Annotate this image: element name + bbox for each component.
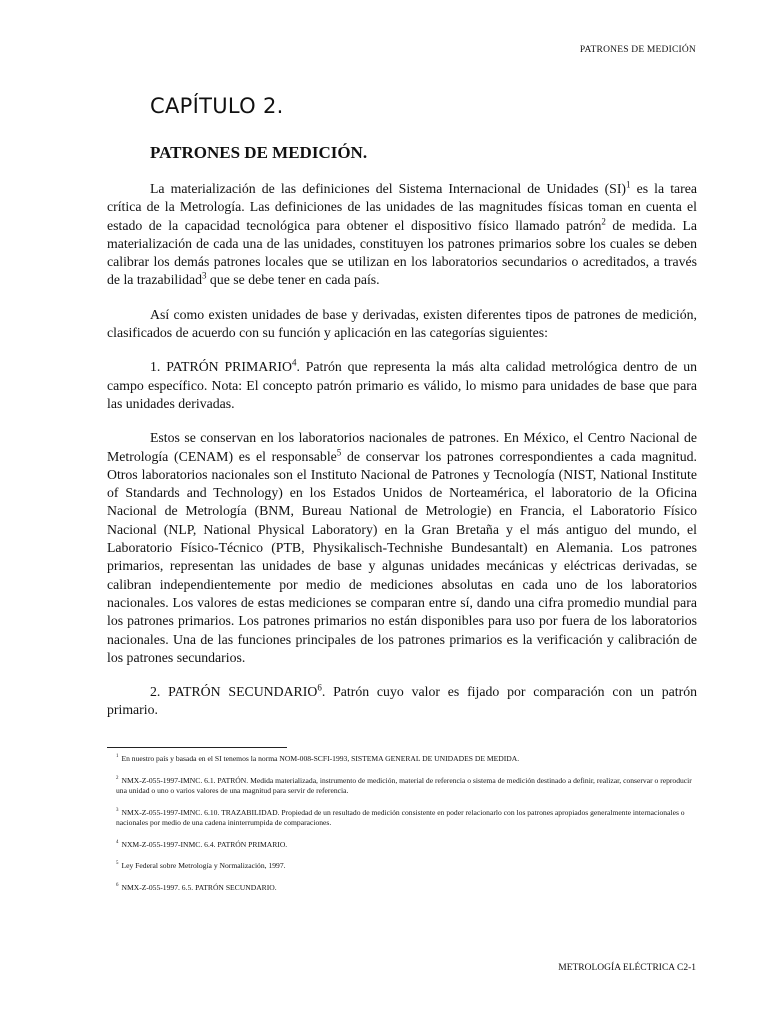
running-footer: METROLOGÍA ELÉCTRICA C2-1 — [558, 963, 696, 973]
paragraph-text: de medida. La materialización de cada una de las unidades, constituyen los patrones primarios sobre los cuales se deben calibrar los demás patrones locales que se utilizan en los laboratorios secundarios o acreditados, a través de la trazabilidad — [107, 217, 697, 288]
footnote-separator — [107, 747, 287, 748]
footnote-ref-3: 3 — [202, 270, 207, 281]
footnote-5 — [107, 861, 697, 872]
paragraph-text: 2. PATRÓN SECUNDARIO — [150, 684, 318, 700]
footnote-ref-4: 4 — [291, 357, 297, 368]
paragraph-text: . Patrón que representa la más alta calidad metrológica dentro de un campo específico. Nota: El concepto patrón primario es válido, lo mismo para unidades de base que para las unidades derivadas. — [107, 359, 697, 411]
footnote-4 — [107, 840, 697, 851]
paragraph-text: que se debe tener en cada país. — [206, 272, 380, 288]
footnote-number: 3 — [116, 807, 119, 813]
footnote-number: 1 — [116, 754, 119, 760]
footnote-number: 4 — [116, 839, 119, 845]
footnote-ref-6: 6 — [317, 682, 322, 693]
running-header: PATRONES DE MEDICIÓN — [579, 45, 696, 55]
paragraph-text: de conservar los patrones correspondientes a cada magnitud. Otros laboratorios nacionales son el Instituto Nacional de Patrones y Tecnología (NIST, National Institute of Standards and Technology) en los Estados Unidos de Norteamérica, el laboratorio de la Oficina Nacional de Metrología (BNM, Bureau National de Metrologie) en Francia, el Laboratorio Físico Nacional (NLP, National Physical Laboratory) en la Gran Bretaña y el más antiguo del mundo, el Laboratorio Físico-Técnico (PTB, Physikalisch-Technishe Bundesantalt) en Alemania. Los patrones primarios, representan las unidades de base y algunas unidades mecánicas y eléctricas derivadas, se calibran independientemente por medio de mediciones absolutas en cada uno de los laboratorios nacionales. Los valores de estas mediciones se comparan entre sí, dando una cifra promedio mundial para los patrones primarios. Los patrones primarios no están disponibles para uso por fuera de los laboratorios nacionales. Una de las funciones principales de los patrones primarios es la verificación y calibración de los patrones secundarios. — [107, 448, 697, 665]
paragraph-text: Estos se conservan en los laboratorios nacionales de patrones. En México, el Centro Nacional de Metrología (CENAM) es el responsable — [107, 430, 697, 464]
footnote-ref-1: 1 — [626, 179, 631, 190]
footnote-ref-2: 2 — [601, 216, 606, 226]
footnote-text: En nuestro país y basada en el SI tenemos la norma NOM-008-SCFI-1993, SISTEMA GENERAL DE UNIDADES DE MEDIDA. — [121, 754, 520, 763]
chapter-label: CAPÍTULO 2. — [150, 94, 284, 118]
footnote-2 — [107, 776, 697, 797]
paragraph-text: 1. PATRÓN PRIMARIO — [150, 359, 292, 375]
paragraph-3 — [107, 358, 697, 413]
footnote-text: Ley Federal sobre Metrología y Normalización, 1997. — [121, 861, 286, 870]
footnotes — [107, 754, 697, 904]
footnote-number: 2 — [116, 775, 119, 781]
paragraph-1 — [107, 180, 697, 290]
footnote-6 — [107, 883, 697, 894]
body-text — [107, 180, 697, 736]
footnote-text: NMX-Z-055-1997. 6.5. PATRÓN SECUNDARIO. — [121, 882, 277, 892]
footnote-number: 6 — [116, 882, 119, 888]
footnote-text: NMX-Z-055-1997-IMNC. 6.1. PATRÓN. Medida materializada, instrumento de medición, material de referencia o sistema de medición destinado a definir, realizar, conservar o reproducir una unidad o uno o varios valores de una magnitud para servir de referencia. — [116, 775, 692, 795]
chapter-title: PATRONES DE MEDICIÓN. — [150, 143, 368, 162]
footnote-1 — [107, 754, 697, 765]
footnote-3 — [107, 808, 697, 829]
footnote-number: 5 — [116, 861, 119, 867]
paragraph-5 — [107, 683, 697, 720]
paragraph-text: es la tarea crítica de la Metrología. Las definiciones de las unidades de las magnitudes físicas toman en cuenta el estado de la capacidad tecnológica para obtener el dispositivo físico llamado patrón — [107, 181, 697, 233]
paragraph-2: Así como existen unidades de base y derivadas, existen diferentes tipos de patrones de medición, clasificados de acuerdo con su función y aplicación en las categorías siguientes: — [107, 306, 697, 341]
paragraph-text: La materialización de las definiciones del Sistema Internacional de Unidades (SI) — [150, 181, 627, 196]
footnote-text: NXM-Z-055-1997-INMC. 6.4. PATRÓN PRIMARIO. — [121, 839, 288, 849]
footnote-ref-5: 5 — [336, 446, 342, 457]
paragraph-text: . Patrón cuyo valor es fijado por comparación con un patrón primario. — [107, 684, 697, 718]
footnote-text: NMX-Z-055-1997-IMNC. 6.10. TRAZABILIDAD. Propiedad de un resultado de medición consistente en poder relacionarlo con los patrones apropiados generalmente internacionales o nacionales por medio de una cadena ininterrumpida de comparaciones. — [116, 807, 685, 827]
paragraph-4 — [107, 429, 697, 667]
